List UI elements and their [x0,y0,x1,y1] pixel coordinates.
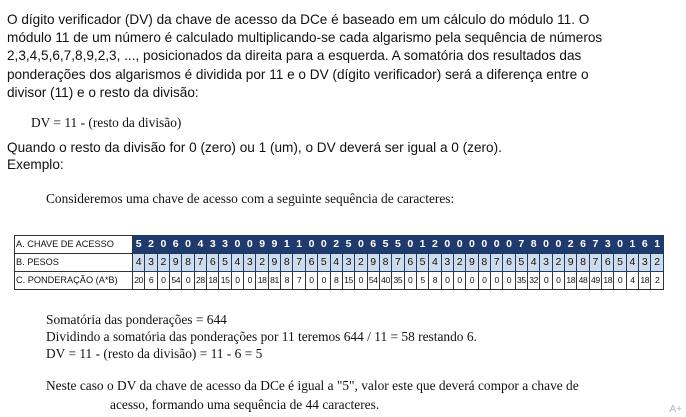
key-digit-cell: 0 [552,236,564,254]
product-cell: 18 [256,272,268,290]
weight-cell: 9 [170,254,182,272]
product-cell: 8 [330,272,342,290]
key-digit-cell: 0 [453,236,465,254]
product-cell: 40 [379,272,391,290]
weight-cell: 5 [416,254,428,272]
conclusion-line-2: acesso, formando uma sequência de 44 caracteres. [110,397,380,412]
key-digit-cell: 0 [614,236,626,254]
weight-cell: 9 [367,254,379,272]
product-cell: 5 [416,272,428,290]
weight-cell: 7 [194,254,206,272]
product-cell: 28 [194,272,206,290]
weight-cell: 4 [626,254,638,272]
key-digit-cell: 0 [305,236,317,254]
key-digit-cell: 5 [342,236,354,254]
product-cell: 18 [207,272,219,290]
weight-cell: 2 [453,254,465,272]
weight-cell: 3 [540,254,552,272]
access-key-table [14,235,664,290]
key-digit-cell: 7 [589,236,601,254]
key-digit-cell: 3 [219,236,231,254]
intro-paragraph: O dígito verificador (DV) da chave de acesso da DCe é baseado em um cálculo do módulo 11. O módulo 11 de um número é calculado multiplicando-se cada algarismo pela sequência de números 2,3,4,5,6,7,8,9,2,3, ..., posicionados da direita para a esquerda. A somatória dos resultados das ponderações dos algarismos é dividida por 11 e o DV (dígito verificador) será a diferença entre o divisor (11) e o resto da divisão: [7,12,603,100]
weight-cell: 2 [256,254,268,272]
weight-cell: 2 [355,254,367,272]
product-cell: 15 [219,272,231,290]
key-digit-cell: 5 [392,236,404,254]
weight-cell: 4 [528,254,540,272]
product-cell: 0 [404,272,416,290]
weight-cell: 5 [318,254,330,272]
table-row-access-key [15,236,664,254]
weight-cell: 9 [565,254,577,272]
product-cell: 49 [589,272,601,290]
key-digit-cell: 2 [145,236,157,254]
weight-cell: 3 [244,254,256,272]
key-digit-cell: 6 [639,236,651,254]
product-cell: 15 [342,272,354,290]
product-cell: 0 [355,272,367,290]
product-cell: 35 [515,272,527,290]
weight-cell: 8 [478,254,490,272]
divide-line: Dividindo a somatória das ponderações por 11 teremos 644 / 11 = 58 restando 6. [46,329,477,344]
product-cell: 0 [453,272,465,290]
weight-cell: 5 [614,254,626,272]
product-cell: 0 [305,272,317,290]
row-label-weights: B. PESOS [15,254,133,272]
weight-cell: 4 [133,254,145,272]
product-cell: 2 [651,272,664,290]
key-digit-cell: 1 [416,236,428,254]
weight-cell: 6 [305,254,317,272]
product-cell: 18 [602,272,614,290]
weight-cell: 3 [441,254,453,272]
product-cell: 48 [577,272,589,290]
product-cell: 0 [182,272,194,290]
table-row-products [15,272,664,290]
weight-cell: 8 [182,254,194,272]
key-digit-cell: 9 [268,236,280,254]
product-cell: 4 [626,272,638,290]
key-digit-cell: 7 [515,236,527,254]
weight-cell: 5 [515,254,527,272]
weight-cell: 5 [219,254,231,272]
product-cell: 81 [268,272,280,290]
product-cell: 0 [490,272,502,290]
key-digit-cell: 0 [441,236,453,254]
weight-cell: 2 [651,254,664,272]
product-cell: 8 [429,272,441,290]
key-digit-cell: 0 [540,236,552,254]
weight-cell: 6 [602,254,614,272]
example-label: Exemplo: [7,157,64,172]
product-cell: 18 [639,272,651,290]
key-digit-cell: 6 [577,236,589,254]
key-digit-cell: 0 [404,236,416,254]
key-digit-cell: 5 [379,236,391,254]
product-cell: 0 [503,272,515,290]
sum-line: Somatória das ponderações = 644 [46,312,227,327]
key-digit-cell: 0 [490,236,502,254]
key-digit-cell: 1 [293,236,305,254]
dv-result-line: DV = 11 - (resto da divisão) = 11 - 6 = 5 [46,346,263,361]
weight-cell: 3 [145,254,157,272]
key-digit-cell: 1 [281,236,293,254]
product-cell: 8 [281,272,293,290]
weight-cell: 6 [503,254,515,272]
weight-cell: 3 [639,254,651,272]
weight-cell: 4 [231,254,243,272]
product-cell: 0 [540,272,552,290]
key-digit-cell: 4 [194,236,206,254]
key-digit-cell: 0 [466,236,478,254]
consider-text: Consideremos uma chave de acesso com a seguinte sequência de caracteres: [46,191,455,206]
weight-cell: 4 [330,254,342,272]
key-digit-cell: 0 [182,236,194,254]
weight-cell: 2 [157,254,169,272]
row-label-products: C. PONDERAÇÃO (A*B) [15,272,133,290]
product-cell: 54 [170,272,182,290]
key-digit-cell: 0 [231,236,243,254]
product-cell: 0 [244,272,256,290]
product-cell: 0 [466,272,478,290]
product-cell: 32 [528,272,540,290]
product-cell: 54 [367,272,379,290]
weight-cell: 8 [281,254,293,272]
weight-cell: 7 [293,254,305,272]
weight-cell: 8 [577,254,589,272]
product-cell: 0 [441,272,453,290]
weight-cell: 7 [490,254,502,272]
product-cell: 20 [133,272,145,290]
key-digit-cell: 0 [157,236,169,254]
product-cell: 0 [614,272,626,290]
key-digit-cell: 1 [626,236,638,254]
product-cell: 0 [478,272,490,290]
product-cell: 0 [552,272,564,290]
key-digit-cell: 2 [429,236,441,254]
key-digit-cell: 3 [602,236,614,254]
key-digit-cell: 0 [244,236,256,254]
product-cell: 35 [392,272,404,290]
key-digit-cell: 0 [478,236,490,254]
key-digit-cell: 2 [330,236,342,254]
product-cell: 18 [565,272,577,290]
key-digit-cell: 2 [565,236,577,254]
rule-text: Quando o resto da divisão for 0 (zero) ou 1 (um), o DV deverá ser igual a 0 (zero). [7,140,502,155]
row-label-access-key: A. CHAVE DE ACESSO [15,236,133,254]
weight-cell: 7 [589,254,601,272]
weight-cell: 9 [268,254,280,272]
key-digit-cell: 6 [367,236,379,254]
product-cell: 6 [145,272,157,290]
key-digit-cell: 0 [503,236,515,254]
key-digit-cell: 5 [133,236,145,254]
weight-cell: 2 [552,254,564,272]
key-digit-cell: 0 [318,236,330,254]
product-cell: 0 [318,272,330,290]
product-cell: 0 [157,272,169,290]
weight-cell: 7 [392,254,404,272]
key-digit-cell: 3 [207,236,219,254]
key-digit-cell: 0 [355,236,367,254]
conclusion-line-1: Neste caso o DV da chave de acesso da DCe é igual a "5", valor este que deverá compor a chave de [46,378,579,393]
weight-cell: 8 [379,254,391,272]
weight-cell: 9 [466,254,478,272]
weight-cell: 6 [404,254,416,272]
product-cell: 0 [231,272,243,290]
weight-cell: 3 [342,254,354,272]
key-digit-cell: 9 [256,236,268,254]
corner-mark: A+ [669,404,682,415]
weight-cell: 6 [207,254,219,272]
table-row-weights [15,254,664,272]
product-cell: 7 [293,272,305,290]
dv-formula: DV = 11 - (resto da divisão) [31,115,182,130]
key-digit-cell: 8 [528,236,540,254]
weight-cell: 4 [429,254,441,272]
key-digit-cell: 6 [170,236,182,254]
key-digit-cell: 1 [651,236,664,254]
